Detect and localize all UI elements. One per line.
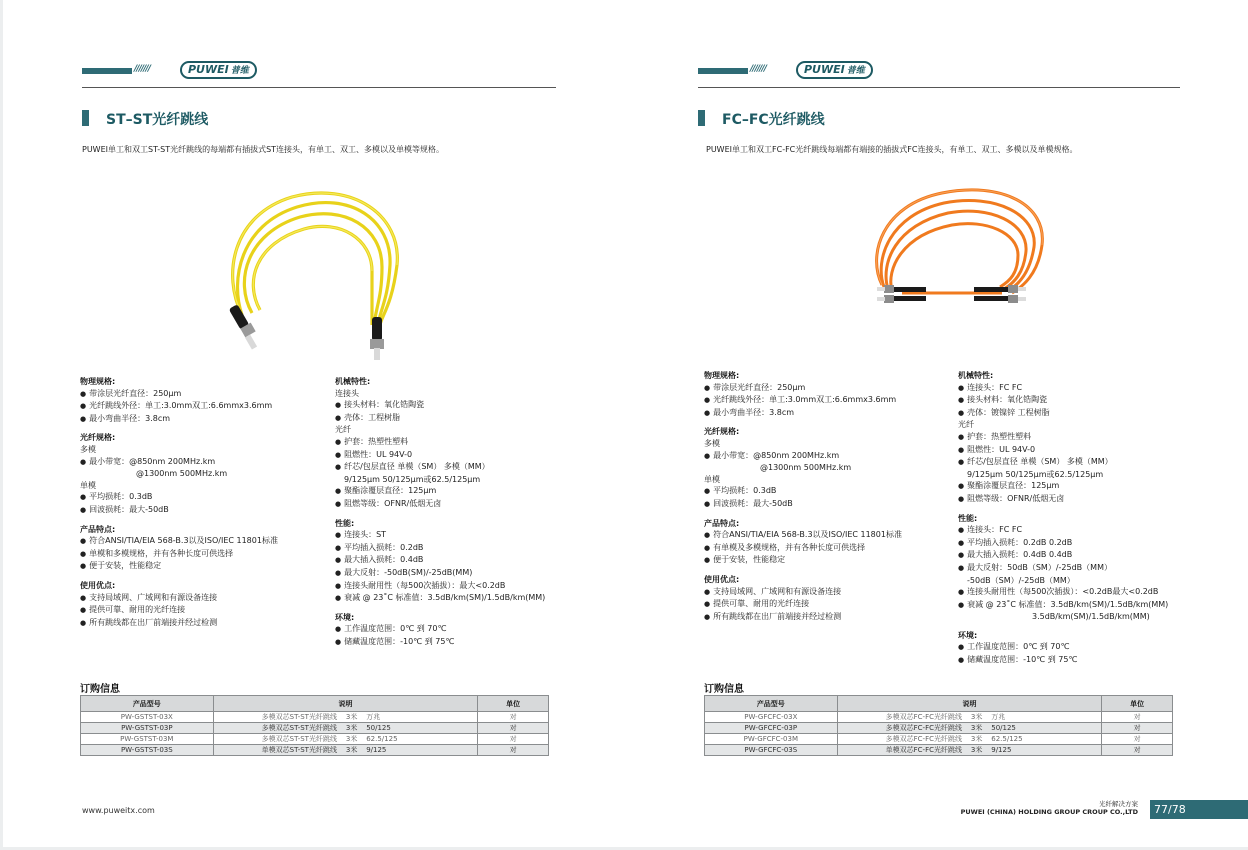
table-cell: 对 <box>1102 712 1173 723</box>
spec-item: ● 提供可靠、耐用的光纤连接 <box>80 604 278 617</box>
table-cell: 对 <box>1102 734 1173 745</box>
table-cell: 单模双芯FC-FC光纤跳线 3米 9/125 <box>837 745 1102 756</box>
spec-item: ● 最大插入损耗：0.4dB 0.4dB <box>958 549 1168 562</box>
spec-item: ● 便于安装，性能稳定 <box>80 560 278 573</box>
spec-item: ● 单模和多模规格，并有各种长度可供选择 <box>80 548 278 561</box>
table-cell: 对 <box>478 723 549 734</box>
table-cell: 多模双芯FC-FC光纤跳线 3米 50/125 <box>837 723 1102 734</box>
spec-item: ● 纤芯/包层直径 单模（SM） 多模（MM） <box>958 456 1168 469</box>
table-cell: 多模双芯FC-FC光纤跳线 3米 万兆 <box>837 712 1102 723</box>
spec-heading: 光纤规格: <box>80 433 116 443</box>
spec-item: ● 平均插入损耗：0.2dB 0.2dB <box>958 537 1168 550</box>
table-cell: 单模双芯ST-ST光纤跳线 3米 9/125 <box>213 745 478 756</box>
spec-subheading: 单模 <box>704 474 720 484</box>
order-table <box>704 695 1173 756</box>
page-header <box>698 64 1180 88</box>
order-info-title: 订购信息 <box>704 684 744 695</box>
table-row <box>705 723 1173 734</box>
table-row <box>81 723 549 734</box>
spec-heading: 性能: <box>335 518 355 528</box>
spec-heading: 产品特点: <box>80 524 116 534</box>
spec-item: ● 聚酯涂覆层直径：125μm <box>958 480 1168 493</box>
spec-heading: 产品特点: <box>704 518 740 528</box>
spec-heading: 使用优点: <box>80 580 116 590</box>
table-cell: 多模双芯ST-ST光纤跳线 3米 62.5/125 <box>213 734 478 745</box>
table-cell: PW-GSTST-03M <box>81 734 214 745</box>
column-header: 说明 <box>213 696 478 712</box>
spec-item: ● 聚酯涂覆层直径：125μm <box>335 485 545 498</box>
spec-subheading: 单模 <box>80 480 96 490</box>
table-cell: PW-GFCFC-03S <box>705 745 838 756</box>
spec-heading: 物理规格: <box>704 371 740 380</box>
spec-item-continued: @1300nm 500MHz.km <box>760 463 852 473</box>
spec-item: ● 工作温度范围：0℃ 到 70℃ <box>335 623 545 636</box>
product-title: ST–ST光纤跳线 <box>106 112 209 128</box>
spec-item: ● 光纤跳线外径：单工:3.0mm双工:6.6mmx3.6mm <box>80 400 278 413</box>
footer-url[interactable]: www.puweitx.com <box>82 806 155 815</box>
spec-heading: 光纤规格: <box>704 427 740 437</box>
spec-item: ● 纤芯/包层直径 单模（SM） 多模（MM） <box>335 461 545 474</box>
header-bar <box>698 68 748 74</box>
table-cell: 多模双芯ST-ST光纤跳线 3米 50/125 <box>213 723 478 734</box>
table-cell: 多模双芯FC-FC光纤跳线 3米 62.5/125 <box>837 734 1102 745</box>
spec-item: ● 衰减 @ 23˚C 标准值：3.5dB/km(SM)/1.5dB/km(MM) <box>335 592 545 605</box>
product-title: FC–FC光纤跳线 <box>722 112 825 128</box>
table-cell: PW-GSTST-03X <box>81 712 214 723</box>
spec-item: ● 连接头：FC FC <box>958 524 1168 537</box>
table-cell: PW-GFCFC-03M <box>705 734 838 745</box>
spec-item: ● 储藏温度范围：-10℃ 到 75℃ <box>335 636 545 649</box>
order-table <box>80 695 549 756</box>
page-header <box>82 64 556 88</box>
spec-item: ● 平均损耗：0.3dB <box>80 491 278 504</box>
spec-heading: 环境: <box>958 630 978 640</box>
table-header-row <box>81 696 549 712</box>
spec-item: ● 所有跳线都在出厂前端接并经过检测 <box>704 611 902 624</box>
puwei-logo: PUWEI 普维 <box>796 61 873 79</box>
spec-item-continued: 9/125μm 50/125μm或62.5/125μm <box>344 474 481 484</box>
spec-item: ● 平均损耗：0.3dB <box>704 485 902 498</box>
spec-heading: 机械特性: <box>335 377 371 386</box>
table-cell: PW-GSTST-03P <box>81 723 214 734</box>
spec-item: ● 工作温度范围：0℃ 到 70℃ <box>958 641 1168 654</box>
spec-column-2 <box>335 376 545 648</box>
spec-item: ● 连接头：ST <box>335 529 545 542</box>
spec-item: ● 带涂层光纤直径：250μm <box>704 382 902 395</box>
fc-patch-cord-image <box>862 175 1052 335</box>
spec-item: ● 最小带宽：@850nm 200MHz.km <box>704 450 902 463</box>
footer-company-text: 光纤解决方案 PUWEI (CHINA) HOLDING GROUP CROUP CO.,LTD <box>960 800 1138 816</box>
page-number: 77/78 <box>1150 800 1248 819</box>
table-row <box>705 734 1173 745</box>
title-marker <box>698 110 705 126</box>
spec-item-continued: -50dB（SM）/-25dB（MM） <box>967 575 1075 585</box>
spec-item: ● 接头材料：氧化锆陶瓷 <box>335 399 545 412</box>
column-header: 单位 <box>478 696 549 712</box>
table-cell: PW-GFCFC-03X <box>705 712 838 723</box>
spec-item: ● 连接头耐用性（每500次插拔）：最大<0.2dB <box>335 580 545 593</box>
table-row <box>81 734 549 745</box>
table-cell: PW-GSTST-03S <box>81 745 214 756</box>
spec-heading: 使用优点: <box>704 574 740 584</box>
spec-item: ● 壳体：镀镍锌 工程树脂 <box>958 407 1168 420</box>
spec-item: ● 接头材料：氧化锆陶瓷 <box>958 394 1168 407</box>
spec-item: ● 阻燃性：UL 94V-0 <box>335 449 545 462</box>
table-row <box>705 745 1173 756</box>
column-header: 产品型号 <box>705 696 838 712</box>
spec-subheading: 光纤 <box>958 420 974 430</box>
spec-item: ● 带涂层光纤直径：250μm <box>80 388 278 401</box>
spec-item: ● 阻燃性：UL 94V-0 <box>958 444 1168 457</box>
spec-item: ● 护套：热塑性塑料 <box>958 431 1168 444</box>
spec-subheading: 连接头 <box>335 388 359 398</box>
spec-item: ● 壳体：工程树脂 <box>335 412 545 425</box>
table-row <box>705 712 1173 723</box>
spec-item-continued: 3.5dB/km(SM)/1.5dB/km(MM) <box>1032 612 1150 622</box>
table-cell: 对 <box>478 745 549 756</box>
spec-heading: 性能: <box>958 513 978 523</box>
spec-item: ● 衰减 @ 23˚C 标准值：3.5dB/km(SM)/1.5dB/km(MM) <box>958 599 1168 612</box>
table-cell: 对 <box>478 712 549 723</box>
order-info-title: 订购信息 <box>80 684 120 695</box>
table-cell: 对 <box>1102 745 1173 756</box>
title-marker <box>82 110 89 126</box>
header-bar <box>82 68 132 74</box>
table-row <box>81 745 549 756</box>
spec-item: ● 护套：热塑性塑料 <box>335 436 545 449</box>
table-cell: 对 <box>1102 723 1173 734</box>
spec-item: ● 支持局域网、广域网和有源设备连接 <box>704 586 902 599</box>
spec-item: ● 连接头耐用性（每500次插拔）：<0.2dB最大<0.2dB <box>958 586 1168 599</box>
spec-item: ● 最小带宽：@850nm 200MHz.km <box>80 456 278 469</box>
table-cell: PW-GFCFC-03P <box>705 723 838 734</box>
spec-item: ● 最小弯曲半径：3.8cm <box>704 407 902 420</box>
spec-item: ● 最大插入损耗：0.4dB <box>335 554 545 567</box>
column-header: 单位 <box>1102 696 1173 712</box>
spec-item: ● 所有跳线都在出厂前端接并经过检测 <box>80 617 278 630</box>
spec-item: ● 最小弯曲半径：3.8cm <box>80 413 278 426</box>
spec-item: ● 最大反射：50dB（SM）/-25dB（MM） <box>958 562 1168 575</box>
spec-item: ● 便于安装，性能稳定 <box>704 554 902 567</box>
spec-item: ● 回波损耗：最大-50dB <box>80 504 278 517</box>
spec-heading: 物理规格: <box>80 377 116 386</box>
spec-item: ● 连接头：FC FC <box>958 382 1168 395</box>
spec-item: ● 阻燃等级：OFNR/低烟无卤 <box>958 493 1168 506</box>
spec-item: ● 阻燃等级：OFNR/低烟无卤 <box>335 498 545 511</box>
spec-item: ● 最大反射：-50dB(SM)/-25dB(MM) <box>335 567 545 580</box>
header-slashes: /////// <box>750 64 767 74</box>
spec-item: ● 回波损耗：最大-50dB <box>704 498 902 511</box>
column-header: 说明 <box>837 696 1102 712</box>
spec-item: ● 符合ANSI/TIA/EIA 568-B.3以及ISO/IEC 11801标准 <box>80 535 278 548</box>
table-row <box>81 712 549 723</box>
product-intro: PUWEI单工和双工ST-ST光纤跳线的每端都有插拔式ST连接头，有单工、双工、多模以及单模等规格。 <box>82 145 445 154</box>
spec-item: ● 平均插入损耗：0.2dB <box>335 542 545 555</box>
spec-subheading: 多模 <box>704 438 720 448</box>
st-connector-left <box>229 304 257 349</box>
spec-heading: 环境: <box>335 612 355 622</box>
spec-item-continued: @1300nm 500MHz.km <box>136 469 228 479</box>
spec-item: ● 储藏温度范围：-10℃ 到 75℃ <box>958 654 1168 667</box>
header-slashes: /////// <box>134 64 151 74</box>
spec-item: ● 符合ANSI/TIA/EIA 568-B.3以及ISO/IEC 11801标准 <box>704 529 902 542</box>
product-intro: PUWEI单工和双工FC-FC光纤跳线每端都有端接的插拔式FC连接头，有单工、双工、多模以及单模规格。 <box>706 145 1078 154</box>
table-cell: 多模双芯ST-ST光纤跳线 3米 万兆 <box>213 712 478 723</box>
spec-item: ● 光纤跳线外径：单工:3.0mm双工:6.6mmx3.6mm <box>704 394 902 407</box>
puwei-logo: PUWEI 普维 <box>180 61 257 79</box>
table-header-row <box>705 696 1173 712</box>
spec-heading: 机械特性: <box>958 371 994 380</box>
st-patch-cord-image <box>212 185 408 360</box>
spec-subheading: 多模 <box>80 444 96 454</box>
spec-column-1 <box>704 370 902 623</box>
spec-column-1 <box>80 376 278 629</box>
column-header: 产品型号 <box>81 696 214 712</box>
table-cell: 对 <box>478 734 549 745</box>
spec-item-continued: 9/125μm 50/125μm或62.5/125μm <box>967 469 1104 479</box>
spec-item: ● 提供可靠、耐用的光纤连接 <box>704 598 902 611</box>
spec-item: ● 支持局域网、广域网和有源设备连接 <box>80 592 278 605</box>
right-page <box>624 0 1248 850</box>
spec-item: ● 有单模及多模规格，并有各种长度可供选择 <box>704 542 902 555</box>
footer-company <box>948 800 1248 819</box>
st-connector-right <box>370 317 384 360</box>
spec-subheading: 光纤 <box>335 425 351 435</box>
spec-column-2 <box>958 370 1168 667</box>
